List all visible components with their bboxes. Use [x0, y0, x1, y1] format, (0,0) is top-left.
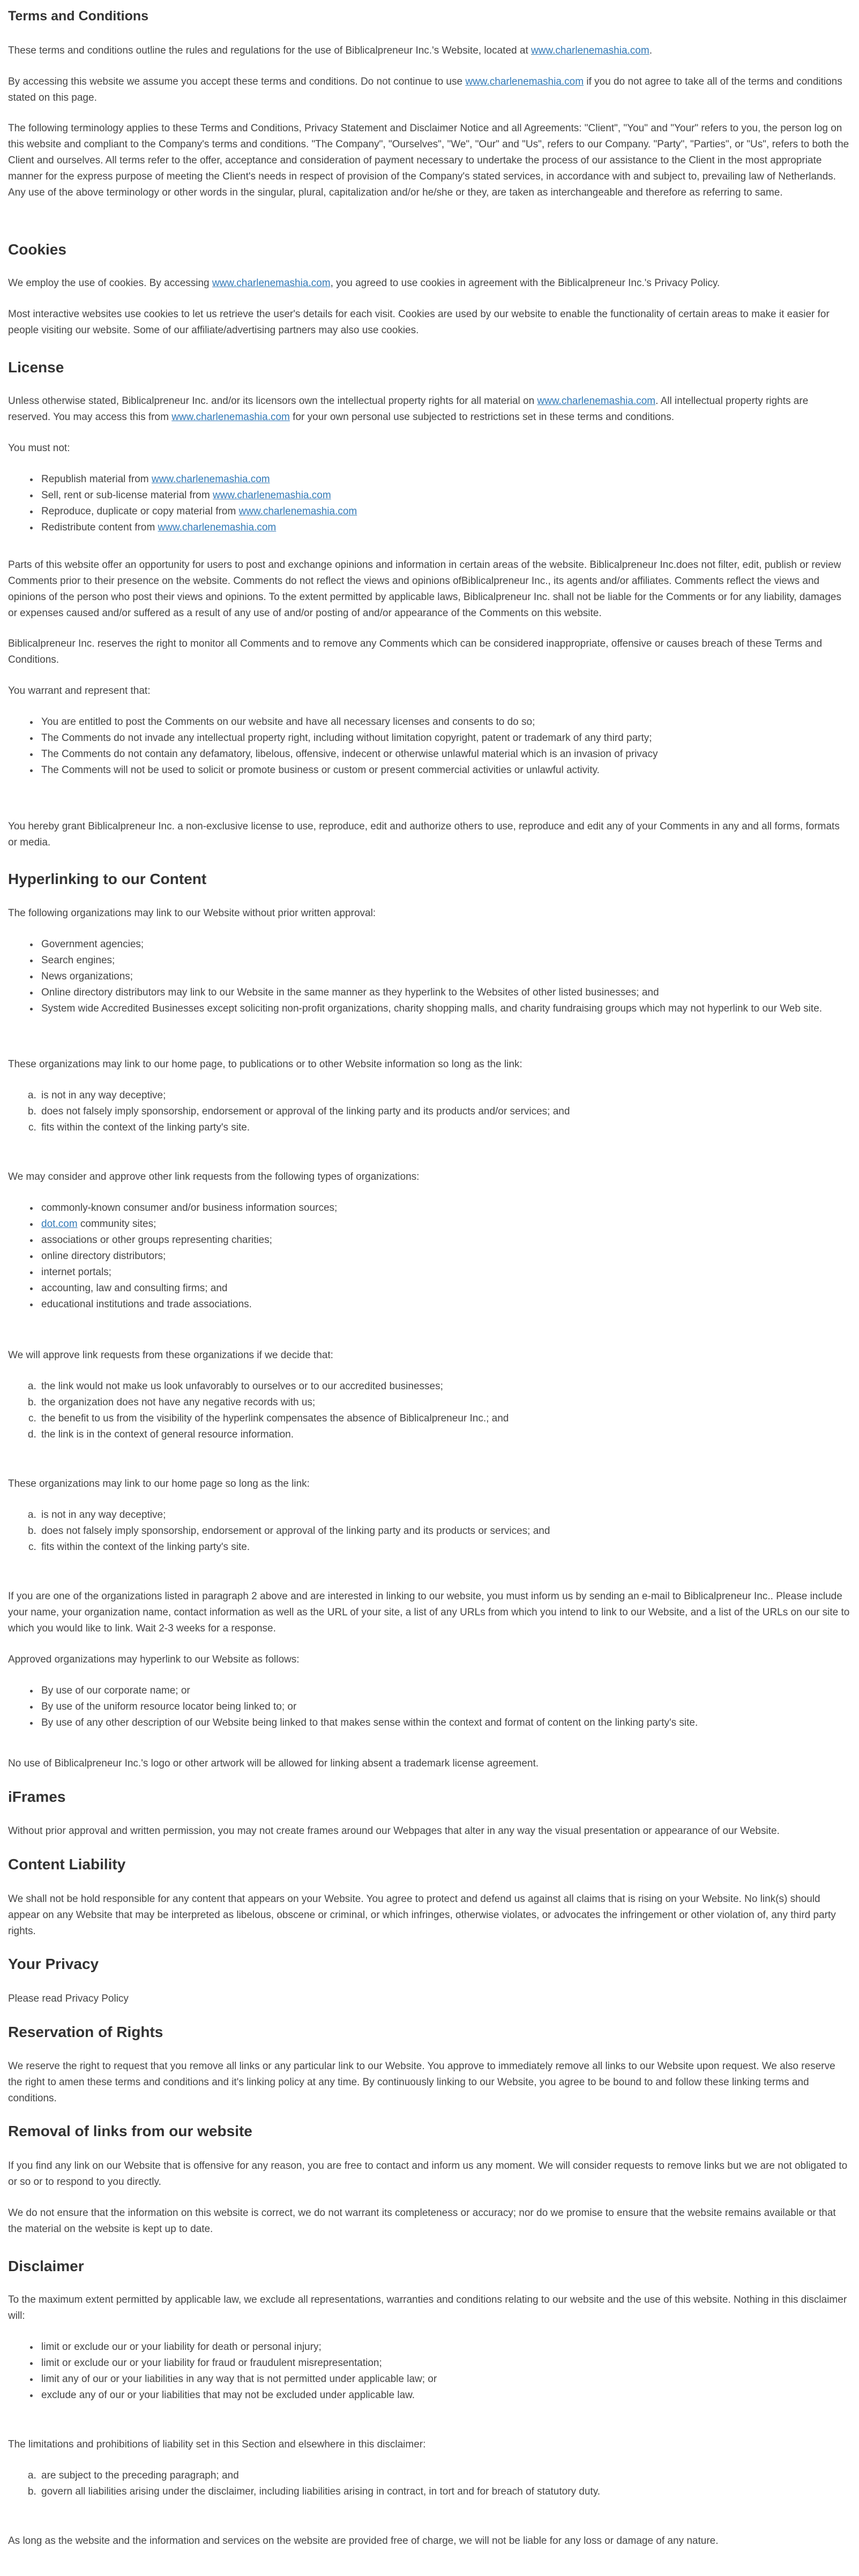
list-item: • The Comments do not contain any defamatory, libelous, offensive, indecent or otherwise unlawful material which is an invasion of privacy [39, 746, 850, 762]
cookies-paragraph-2: Most interactive websites use cookies to let us retrieve the user's details for each visit. Cookies are used by our website to enable the functionality of certain areas to make it easier for people visiting our website. Some of our affiliate/advertising partners may also use cookies. [8, 309, 830, 336]
site-link[interactable]: www.charlenemashia.com [158, 522, 277, 533]
site-link[interactable]: www.charlenemashia.com [212, 278, 331, 289]
dotcom-link[interactable]: dot.com [41, 1218, 78, 1230]
list-item: • System wide Accredited Businesses except soliciting non-profit organizations, charity shopping malls, and charity fundraising groups which may not hyperlink to our Web site. [39, 1001, 850, 1017]
hyperlinking-paragraph-6: If you are one of the organizations listed in paragraph 2 above and are interested in linking to our website, you must inform us by sending an e-mail to Biblicalpreneur Inc.. Please include your name, your organization name, contact information as well as the URL of your site, a list of any URLs from which you intend to link to our Website, and a list of the URLs on our site to which you would like to link. Wait 2-3 weeks for a response. [8, 1591, 850, 1634]
intro-paragraph-2: By accessing this website we assume you accept these terms and conditions. Do not continue to use www.charlenemashia.com if you do not agree to take all of the terms and conditions stated on this page. [8, 76, 842, 103]
list-item: • internet portals; [39, 1264, 850, 1280]
license-paragraph-1: Unless otherwise stated, Biblicalpreneur Inc. and/or its licensors own the intellectual property rights for all material on www.charlenemashia.com. All intellectual property rights are reserved. You may access this from www.charlenemashia.com for your own personal use subjected to restrictions set in these terms and conditions. [8, 395, 809, 423]
list-item: • exclude any of our or your liabilities that may not be excluded under applicable law. [39, 2387, 850, 2403]
list-item: • commonly-known consumer and/or business information sources; [39, 1200, 850, 1216]
list-item: • News organizations; [39, 969, 850, 985]
link-conditions-list-1 [8, 1088, 850, 1136]
list-item: • The Comments will not be used to solicit or promote business or custom or present commercial activities or unlawful activity. [39, 762, 850, 778]
site-link[interactable]: www.charlenemashia.com [212, 490, 331, 501]
list-item: a. are subject to the preceding paragraph; and [39, 2468, 850, 2484]
list-item: • You are entitled to post the Comments on our website and have all necessary licenses and consents to do so; [39, 714, 850, 730]
comments-paragraph-1: Parts of this website offer an opportunity for users to post and exchange opinions and information in certain areas of the website. Biblicalpreneur Inc.does not filter, edit, publish or review Comments prior to their presence on the website. Comments do not reflect the views and opinions ofBiblicalpreneur Inc., its agents and/or affiliates. Comments reflect the views and opinions of the person who post their views and opinions. To the extent permitted by applicable laws, Biblicalpreneur Inc. shall not be liable for the Comments or for any liability, damages or expenses caused and/or suffered as a result of any use of and/or posting of and/or appearance of the Comments on this website. [8, 559, 841, 619]
list-item: c. the benefit to us from the visibility of the hyperlink compensates the absence of Biblicalpreneur Inc.; and [39, 1411, 850, 1427]
list-item: • By use of the uniform resource locator being linked to; or [39, 1699, 850, 1715]
iframes-paragraph: Without prior approval and written permission, you may not create frames around our Webpages that alter in any way the visual presentation or appearance of our Website. [8, 1825, 780, 1837]
link-conditions-list-3 [8, 1507, 850, 1555]
list-item: • online directory distributors; [39, 1248, 850, 1264]
hyperlinking-paragraph-4: We will approve link requests from these organizations if we decide that: [8, 1350, 333, 1361]
section-heading-reservation: Reservation of Rights [8, 2024, 163, 2040]
warrant-label: You warrant and represent that: [8, 685, 151, 697]
section-heading-content-liability: Content Liability [8, 1856, 126, 1873]
disclaimer-list-1 [8, 2339, 850, 2403]
list-item: • Reproduce, duplicate or copy material from www.charlenemashia.com [39, 504, 850, 520]
list-item: • Search engines; [39, 953, 850, 969]
section-heading-iframes: iFrames [8, 1788, 66, 1805]
site-link[interactable]: www.charlenemashia.com [465, 76, 584, 87]
organization-types-list [8, 1200, 850, 1313]
section-heading-cookies: Cookies [8, 241, 66, 258]
comments-paragraph-2: Biblicalpreneur Inc. reserves the right to monitor all Comments and to remove any Comments which can be considered inappropriate, offensive or causes breach of these Terms and Conditions. [8, 638, 823, 665]
list-item: a. is not in any way deceptive; [39, 1507, 850, 1523]
list-item: a. is not in any way deceptive; [39, 1088, 850, 1104]
list-item: d. the link is in the context of general resource information. [39, 1427, 850, 1443]
list-item: • limit any of our or your liabilities in any way that is not permitted under applicable law; or [39, 2371, 850, 2387]
list-item: • limit or exclude our or your liability for fraud or fraudulent misrepresentation; [39, 2355, 850, 2371]
warrant-list [8, 714, 850, 778]
list-item: b. does not falsely imply sponsorship, endorsement or approval of the linking party and its products and/or services; and [39, 1104, 850, 1120]
list-item: • associations or other groups representing charities; [39, 1232, 850, 1248]
list-item: • Republish material from www.charlenemashia.com [39, 471, 850, 488]
hyperlinking-paragraph-5: These organizations may link to our home page so long as the link: [8, 1478, 310, 1489]
list-item: • The Comments do not invade any intellectual property right, including without limitation copyright, patent or trademark of any third party; [39, 730, 850, 746]
content-liability-paragraph: We shall not be hold responsible for any content that appears on your Website. You agree to protect and defend us against all claims that is rising on your Website. No link(s) should appear on any Website that may be interpreted as libelous, obscene or criminal, or which infringes, otherwise violates, or advocates the infringement or other violation of, any third party rights. [8, 1893, 836, 1937]
site-link[interactable]: www.charlenemashia.com [171, 411, 290, 423]
hyperlinking-paragraph-1: The following organizations may link to our Website without prior written approval: [8, 908, 376, 919]
privacy-paragraph: Please read Privacy Policy [8, 1993, 129, 2004]
list-item: a. the link would not make us look unfavorably to ourselves or to our accredited businesses; [39, 1379, 850, 1395]
list-item: • dot.com community sites; [39, 1216, 850, 1232]
list-item: • accounting, law and consulting firms; and [39, 1280, 850, 1297]
page-title: Terms and Conditions [8, 9, 149, 24]
list-item: b. does not falsely imply sponsorship, endorsement or approval of the linking party and its products or services; and [39, 1523, 850, 1539]
list-item: • Online directory distributors may link to our Website in the same manner as they hyperlink to the Websites of other listed businesses; and [39, 985, 850, 1001]
hyperlinking-paragraph-7: Approved organizations may hyperlink to our Website as follows: [8, 1654, 300, 1665]
list-item: • educational institutions and trade associations. [39, 1297, 850, 1313]
list-item: c. fits within the context of the linking party's site. [39, 1539, 850, 1555]
section-heading-license: License [8, 359, 64, 376]
hyperlinking-paragraph-2: These organizations may link to our home page, to publications or to other Website information so long as the link: [8, 1059, 522, 1070]
section-heading-removal: Removal of links from our website [8, 2123, 252, 2139]
hyperlinking-paragraph-3: We may consider and approve other link requests from the following types of organizations: [8, 1171, 420, 1182]
list-item: • Redistribute content from www.charlenemashia.com [39, 520, 850, 534]
removal-paragraph-1: If you find any link on our Website that is offensive for any reason, you are free to contact and inform us any moment. We will consider requests to remove links but we are not obligated to or so or to respond to you directly. [8, 2160, 848, 2188]
link-conditions-list-2 [8, 1379, 850, 1443]
list-item: b. the organization does not have any negative records with us; [39, 1395, 850, 1411]
cookies-paragraph-1: We employ the use of cookies. By accessing www.charlenemashia.com, you agreed to use cookies in agreement with the Biblicalpreneur Inc.'s Privacy Policy. [8, 278, 720, 289]
site-link[interactable]: www.charlenemashia.com [238, 506, 357, 517]
list-item: b. govern all liabilities arising under the disclaimer, including liabilities arising in contract, in tort and for breach of statutory duty. [39, 2484, 850, 2500]
disclaimer-paragraph-1: To the maximum extent permitted by applicable law, we exclude all representations, warranties and conditions relating to our website and the use of this website. Nothing in this disclaimer will: [8, 2294, 847, 2322]
section-heading-disclaimer: Disclaimer [8, 2258, 84, 2274]
must-not-label: You must not: [8, 443, 70, 454]
list-item: • Sell, rent or sub-license material from www.charlenemashia.com [39, 488, 850, 504]
intro-paragraph-1: These terms and conditions outline the rules and regulations for the use of Biblicalpreneur Inc.'s Website, located at www.charlenemashia.com. [8, 45, 652, 56]
grant-paragraph: You hereby grant Biblicalpreneur Inc. a non-exclusive license to use, reproduce, edit and authorize others to use, reproduce and edit any of your Comments in any and all forms, formats or media. [8, 821, 840, 848]
reservation-paragraph: We reserve the right to request that you remove all links or any particular link to our Website. You approve to immediately remove all links to our Website upon request. We also reserve the right to amen these terms and conditions and it's linking policy at any time. By continuously linking to our Website, you agree to be bound to and follow these linking terms and conditions. [8, 2061, 835, 2104]
organizations-list [8, 937, 850, 1017]
list-item: • Government agencies; [39, 937, 850, 953]
list-item: • limit or exclude our or your liability for death or personal injury; [39, 2339, 850, 2355]
hyperlinking-paragraph-8: No use of Biblicalpreneur Inc.'s logo or other artwork will be allowed for linking absent a trademark license agreement. [8, 1758, 539, 1769]
list-item: • By use of our corporate name; or [39, 1683, 850, 1699]
site-link[interactable]: www.charlenemashia.com [537, 395, 656, 407]
section-heading-hyperlinking: Hyperlinking to our Content [8, 871, 207, 887]
disclaimer-list-2 [8, 2468, 850, 2500]
intro-paragraph-3: The following terminology applies to these Terms and Conditions, Privacy Statement and Disclaimer Notice and all Agreements: "Client", "You" and "Your" refers to you, the person log on this website and compliant to the Company's terms and conditions. "The Company", "Ourselves", "We", "Our" and "Us", refers to our Company. "Party", "Parties", or "Us", refers to both the Client and ourselves. All terms refer to the offer, acceptance and consideration of payment necessary to undertake the process of our assistance to the Client in the most appropriate manner for the express purpose of meeting the Client's needs in respect of provision of the Company's stated services, in accordance with and subject to, prevailing law of Netherlands. Any use of the above terminology or other words in the singular, plural, capitalization and/or he/she or they, are taken as interchangeable and therefore as referring to same. [8, 123, 849, 198]
disclaimer-paragraph-3: As long as the website and the information and services on the website are provided free of charge, we will not be liable for any loss or damage of any nature. [8, 2535, 719, 2547]
disclaimer-paragraph-2: The limitations and prohibitions of liability set in this Section and elsewhere in this disclaimer: [8, 2439, 426, 2450]
removal-paragraph-2: We do not ensure that the information on this website is correct, we do not warrant its completeness or accuracy; nor do we promise to ensure that the website remains available or that the material on the website is kept up to date. [8, 2207, 836, 2235]
section-heading-privacy: Your Privacy [8, 1956, 99, 1972]
site-link[interactable]: www.charlenemashia.com [151, 474, 270, 485]
approved-usage-list [8, 1683, 850, 1731]
list-item: • By use of any other description of our Website being linked to that makes sense within the context and format of content on the linking party's site. [39, 1715, 850, 1731]
must-not-list [8, 471, 850, 534]
site-link[interactable]: www.charlenemashia.com [531, 45, 649, 56]
list-item: c. fits within the context of the linking party's site. [39, 1120, 850, 1136]
